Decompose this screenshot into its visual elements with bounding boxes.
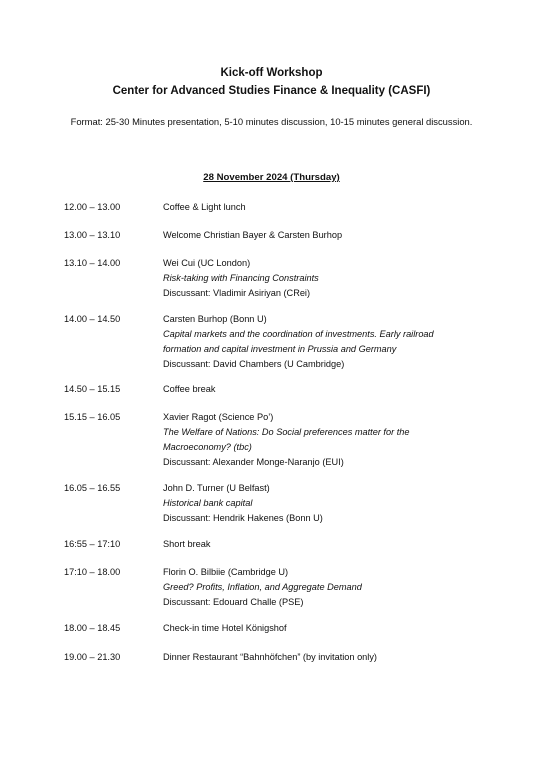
schedule-entry-detail: Discussant: Edouard Challe (PSE) <box>163 597 304 607</box>
schedule-entry-title: Dinner Restaurant “Bahnhöfchen” (by invitation only) <box>163 652 377 662</box>
schedule-time: 13.10 – 14.00 <box>64 258 121 268</box>
format-note: Format: 25-30 Minutes presentation, 5-10 minutes discussion, 10-15 minutes general discussion. <box>70 116 473 127</box>
schedule-entry-detail: Discussant: Vladimir Asiriyan (CRei) <box>163 288 311 298</box>
talk-title: The Welfare of Nations: Do Social preferences matter for the <box>163 427 410 437</box>
schedule-entry-title: Coffee break <box>163 384 216 394</box>
center-title: Center for Advanced Studies Finance & Inequality (CASFI) <box>112 85 431 97</box>
schedule-entry-title: Short break <box>163 539 211 549</box>
schedule-details <box>163 621 483 636</box>
schedule-details <box>163 228 483 243</box>
schedule-details <box>163 200 483 215</box>
talk-title: Greed? Profits, Inflation, and Aggregate Demand <box>163 582 362 592</box>
talk-title: Historical bank capital <box>163 498 253 508</box>
schedule-details <box>163 650 483 665</box>
schedule-time: 13.00 – 13.10 <box>64 230 121 240</box>
schedule-time: 12.00 – 13.00 <box>64 202 121 212</box>
schedule-time: 15.15 – 16.05 <box>64 412 121 422</box>
schedule-entry-title: Xavier Ragot (Science Po’) <box>163 412 274 422</box>
schedule-entry-detail: Discussant: Alexander Monge-Naranjo (EUI) <box>163 457 344 467</box>
schedule-entry-title: Check-in time Hotel Königshof <box>163 623 287 633</box>
schedule-details <box>163 410 483 470</box>
schedule-entry-title: John D. Turner (U Belfast) <box>163 483 270 493</box>
talk-title: formation and capital investment in Prussia and Germany <box>163 344 397 354</box>
schedule-time: 19.00 – 21.30 <box>64 652 121 662</box>
schedule-details <box>163 256 483 301</box>
schedule-entry-detail: Discussant: David Chambers (U Cambridge) <box>163 359 345 369</box>
talk-title: Risk-taking with Financing Constraints <box>163 273 319 283</box>
schedule-time: 14.50 – 15.15 <box>64 384 121 394</box>
schedule-details <box>163 312 483 372</box>
schedule-time: 14.00 – 14.50 <box>64 314 121 324</box>
schedule-entry-title: Florin O. Bilbiie (Cambridge U) <box>163 567 289 577</box>
schedule-time: 17:10 – 18.00 <box>64 567 121 577</box>
schedule-details <box>163 481 483 526</box>
schedule-details <box>163 382 483 397</box>
schedule-entry-title: Welcome Christian Bayer & Carsten Burhop <box>163 230 343 240</box>
schedule-details <box>163 565 483 610</box>
schedule-time: 16:55 – 17:10 <box>64 539 121 549</box>
schedule-entry-detail: Discussant: Hendrik Hakenes (Bonn U) <box>163 513 323 523</box>
schedule-details <box>163 537 483 552</box>
schedule-entry-title: Wei Cui (UC London) <box>163 258 251 268</box>
workshop-title: Kick-off Workshop <box>220 67 323 79</box>
schedule-time: 18.00 – 18.45 <box>64 623 121 633</box>
schedule-entry-title: Coffee & Light lunch <box>163 202 246 212</box>
talk-title: Capital markets and the coordination of investments. Early railroad <box>163 329 434 339</box>
schedule-date: 28 November 2024 (Thursday) <box>203 172 340 183</box>
schedule-time: 16.05 – 16.55 <box>64 483 121 493</box>
talk-title: Macroeconomy? (tbc) <box>163 442 252 452</box>
schedule-entry-title: Carsten Burhop (Bonn U) <box>163 314 267 324</box>
